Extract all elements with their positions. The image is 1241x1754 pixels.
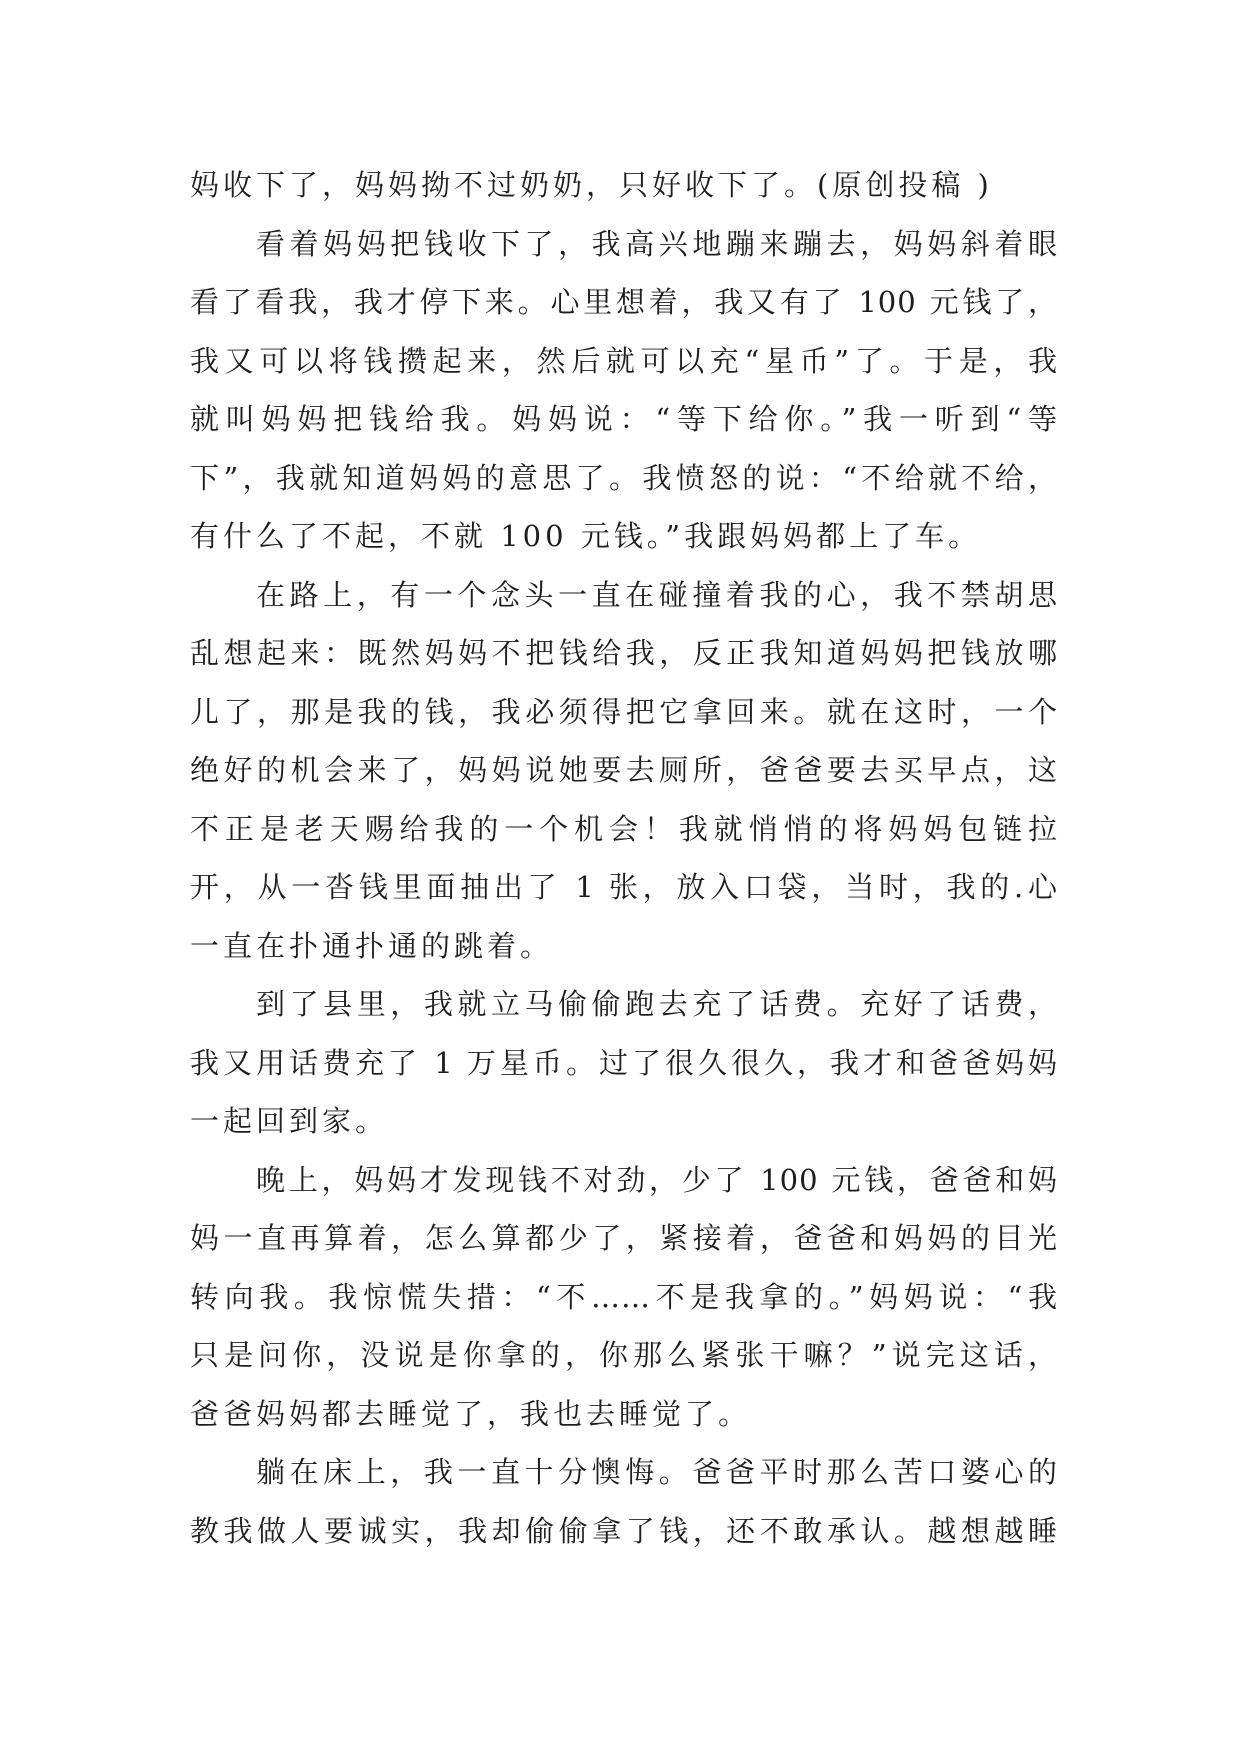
text-line: 乱想起来：既然妈妈不把钱给我，反正我知道妈妈把钱放哪 [190, 636, 1058, 670]
paragraph [190, 156, 1058, 215]
text-line: 看了看我，我才停下来。心里想着，我又有了 100 元钱了， [190, 285, 1058, 319]
text-line: 我又用话费充了 1 万星币。过了很久很久，我才和爸爸妈妈 [190, 1045, 1058, 1080]
text-line: 看着妈妈把钱收下了，我高兴地蹦来蹦去，妈妈斜着眼 [256, 226, 1058, 261]
text-line: 绝好的机会来了，妈妈说她要去厕所，爸爸要去买早点，这 [190, 753, 1058, 787]
text-line: 有什么了不起，不就 100 元钱。”我跟妈妈都上了车。 [190, 519, 982, 553]
text-line: 不正是老天赐给我的一个机会！我就悄悄的将妈妈包链拉 [190, 811, 1058, 846]
text-line: 到了县里，我就立马偷偷跑去充了话费。充好了话费， [256, 987, 1058, 1021]
paragraph [190, 215, 1058, 566]
paragraph [190, 566, 1058, 976]
paragraph [190, 1443, 1058, 1560]
text-line: 我又可以将钱攒起来，然后就可以充“星币”了。于是，我 [190, 343, 1058, 378]
text-line: 晚上，妈妈才发现钱不对劲，少了 100 元钱，爸爸和妈 [256, 1162, 1058, 1197]
text-line: 教我做人要诚实，我却偷偷拿了钱，还不敢承认。越想越睡 [190, 1513, 1058, 1548]
text-line: 儿了，那是我的钱，我必须得把它拿回来。就在这时，一个 [190, 694, 1058, 729]
text-line: 妈收下了，妈妈拗不过奶奶，只好收下了。(原创投稿 ) [190, 168, 993, 202]
document-body [190, 156, 1058, 1560]
text-line: 开，从一沓钱里面抽出了 1 张，放入口袋，当时，我的.心 [190, 870, 1058, 904]
text-line: 一直在扑通扑通的跳着。 [190, 928, 554, 963]
text-line: 躺在床上，我一直十分懊悔。爸爸平时那么苦口婆心的 [256, 1455, 1058, 1489]
text-line: 爸爸妈妈都去睡觉了，我也去睡觉了。 [190, 1396, 752, 1431]
paragraph [190, 975, 1058, 1151]
text-line: 下”，我就知道妈妈的意思了。我愤怒的说：“不给就不给， [190, 460, 1058, 495]
text-line: 在路上，有一个念头一直在碰撞着我的心，我不禁胡思 [256, 577, 1058, 612]
text-line: 转向我。我惊慌失措：“不……不是我拿的。”妈妈说：“我 [190, 1279, 1058, 1314]
text-line: 就叫妈妈把钱给我。妈妈说：“等下给你。”我一听到“等 [190, 402, 1058, 436]
text-line: 妈一直再算着，怎么算都少了，紧接着，爸爸和妈妈的目光 [190, 1221, 1058, 1255]
text-line: 一起回到家。 [190, 1104, 389, 1138]
text-line: 只是问你，没说是你拿的，你那么紧张干嘛？”说完这话， [190, 1338, 1058, 1372]
paragraph [190, 1151, 1058, 1444]
